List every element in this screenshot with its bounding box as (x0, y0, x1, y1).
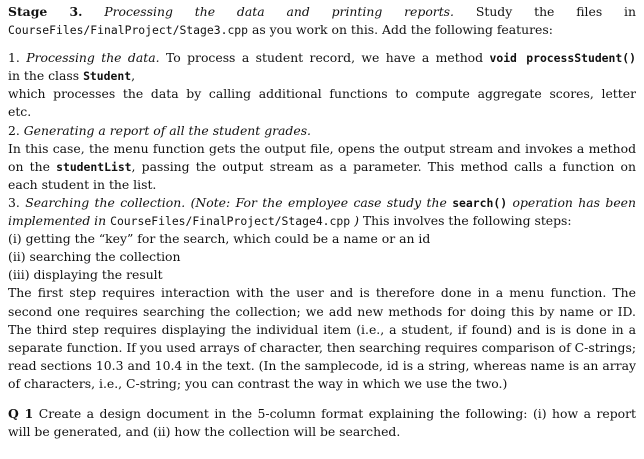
item1-title: Processing the data. (26, 50, 160, 66)
step-item: (iii) displaying the result (8, 267, 163, 283)
item2-line-1 (8, 122, 636, 140)
question-label: Q 1 (8, 405, 34, 421)
stage-intro-tail: as you work on this. Add the following features: (251, 22, 553, 38)
paragraph-line: separate function. If you used arrays of character, then searching requires comparison of C-strings; (8, 339, 636, 355)
item1-line-1 (8, 49, 636, 67)
item2-title: Generating a report of all the student grades. (23, 122, 311, 138)
paragraph-line: The first step requires interaction with the user and is therefore done in a menu function. The (8, 285, 636, 301)
spacer (8, 39, 636, 49)
stage-heading: Stage 3. (8, 4, 83, 19)
process-student-code: void processStudent() (489, 51, 636, 66)
stage-intro-text: Study the files in (475, 4, 636, 19)
item1-line-2 (8, 67, 636, 85)
item3-note-d: ) (354, 213, 359, 229)
item2-text-b: , passing the output stream as a parameter. This method calls a function on (131, 158, 636, 174)
item1-text-c: , (131, 68, 136, 84)
step-item: (i) getting the “key” for the search, which could be a name or an id (8, 231, 431, 247)
question-text-1: Create a design document in the 5-column format explaining the following: (i) how a report (38, 405, 636, 421)
item3-line-2 (8, 212, 636, 230)
item3-tail: This involves the following steps: (362, 213, 572, 229)
item1-line-4: etc. (8, 104, 32, 120)
spacer (8, 393, 636, 405)
item2-number: 2. (8, 122, 20, 138)
search-code: search() (452, 195, 508, 210)
student-class-code: Student (83, 69, 132, 84)
stage4-file-path: CourseFiles/FinalProject/Stage4.cpp (110, 214, 351, 229)
item3-note-a: (Note: For the employee case study the (190, 194, 447, 210)
item2-text-a: on the (8, 158, 50, 174)
paragraph-line: The third step requires displaying the individual item (i.e., a student, if found) and is is done in a (8, 321, 636, 337)
question-line-1 (8, 405, 636, 423)
item1-number: 1. (8, 50, 20, 66)
student-list-code: studentList (56, 159, 132, 174)
item2-line-4: each student in the list. (8, 176, 157, 192)
question-line-2: will be generated, and (ii) how the collection will be searched. (8, 424, 401, 440)
item3-number: 3. (8, 194, 20, 210)
stage-intro-line-2 (8, 21, 636, 39)
item2-line-2: In this case, the menu function gets the output file, opens the output stream and invokes a method (8, 140, 636, 156)
item3-note-c: implemented in (8, 213, 107, 229)
item3-title: Searching the collection. (25, 194, 186, 210)
paragraph-line: read sections 10.3 and 10.4 in the text. (In the samplecode, id is a string, whereas name is an array (8, 357, 636, 373)
paragraph-line: second one requires searching the collection; we add new methods for doing this by name or ID. (8, 303, 636, 319)
item1-line-3: which processes the data by calling additional functions to compute aggregate scores, letter (8, 86, 636, 102)
stage3-file-path: CourseFiles/FinalProject/Stage3.cpp (8, 23, 249, 38)
paragraph-line: of characters, i.e., C-string; you can contrast the way in which we use the two.) (8, 375, 508, 391)
item3-line-1 (8, 194, 636, 212)
item1-text-a: To process a student record, we have a method (165, 50, 484, 66)
stage-intro-line-1 (8, 3, 636, 21)
item2-line-3 (8, 158, 636, 176)
stage-subtitle: Processing the data and printing reports. (104, 4, 454, 19)
step-item: (ii) searching the collection (8, 249, 181, 265)
item3-note-b: operation has been (512, 194, 636, 210)
item1-text-b: in the class (8, 68, 80, 84)
